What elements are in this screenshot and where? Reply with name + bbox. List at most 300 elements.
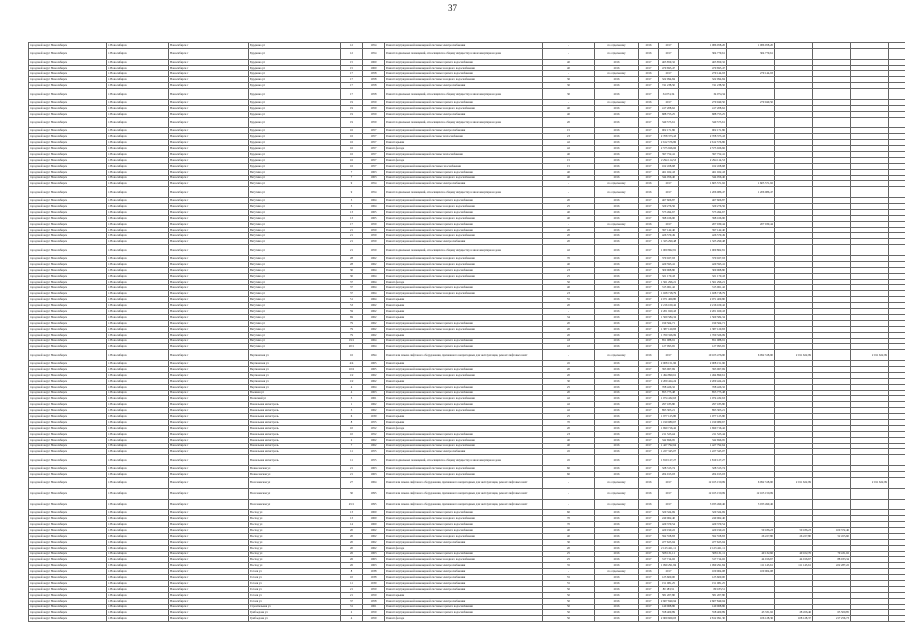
- table-cell: г. Новосибирск: [107, 551, 169, 557]
- table-cell: 2016: [595, 332, 639, 338]
- table-cell: 2016: [595, 361, 639, 367]
- table-cell: 37: [341, 598, 363, 604]
- page-number: 37: [448, 3, 457, 13]
- table-cell: 558 400,89: [659, 610, 679, 616]
- table-cell: городской округ Новосибирск: [29, 361, 107, 367]
- table-cell: Ватутина ул: [249, 181, 341, 187]
- table-cell: Новосибирск г: [169, 215, 249, 221]
- table-cell: 768 426,32: [659, 384, 679, 390]
- table-cell: 2016: [595, 227, 639, 233]
- table-cell: 45: [543, 455, 595, 466]
- table-cell: 20: [543, 239, 595, 245]
- table-cell: 1 387 120,83: [659, 326, 679, 332]
- table-cell: 1962: [363, 378, 385, 384]
- table-cell: 2 909 609,03: [659, 616, 679, 622]
- table-cell: 2017: [659, 71, 679, 77]
- table-cell: 2017: [639, 516, 659, 522]
- table-cell: 2017: [639, 175, 659, 181]
- table-cell: г. Новосибирск: [107, 65, 169, 71]
- table-cell: 125 600,00: [659, 575, 679, 581]
- table-cell: 249 962,40: [659, 516, 679, 522]
- table-cell: 2 607 849,94: [659, 598, 679, 604]
- table-cell: по отдельному: [595, 48, 639, 59]
- table-cell: 162 458,68: [679, 163, 727, 169]
- table-cell: 20: [543, 332, 595, 338]
- table-cell: Бурденко ул: [249, 117, 341, 128]
- table-cell: 2016: [595, 466, 639, 472]
- table-cell: 1958: [363, 71, 385, 77]
- table-cell: 1 099 291,84: [659, 563, 679, 569]
- table-cell: Ватутина ул: [249, 279, 341, 285]
- table-cell: 508 131,11: [659, 551, 679, 557]
- table-cell: 17: [341, 89, 363, 100]
- table-cell: городской округ Новосибирск: [29, 221, 107, 227]
- table-cell: 30: [543, 77, 595, 83]
- table-cell: 2017: [659, 187, 679, 198]
- table-cell: [775, 488, 813, 499]
- table-cell: 2017: [659, 99, 679, 105]
- table-cell: Новосибирск г: [169, 522, 249, 528]
- table-cell: Бурденко ул: [249, 89, 341, 100]
- table-cell: 70: [543, 256, 595, 262]
- table-cell: -: [543, 309, 595, 315]
- table-cell: городской округ Новосибирск: [29, 344, 107, 350]
- table-cell: 2016: [639, 71, 659, 77]
- table-cell: 2 294 114,53: [659, 157, 679, 163]
- table-cell: 80 183,51: [659, 586, 679, 592]
- table-cell: 21: [341, 233, 363, 239]
- table-cell: 207 939,44: [679, 221, 727, 227]
- table-cell: Новосибирск г: [169, 378, 249, 384]
- table-cell: Гоголя ул: [249, 580, 341, 586]
- table-cell: г. Новосибирск: [107, 499, 169, 510]
- table-cell: 320 324,69: [659, 510, 679, 516]
- table-cell: Новосибирск г: [169, 592, 249, 598]
- table-cell: Ватутина ул: [249, 169, 341, 175]
- table-cell: 249 962,40: [679, 516, 727, 522]
- table-cell: Ремонт крыши: [385, 303, 543, 309]
- table-cell: Новосибирск г: [169, 598, 249, 604]
- table-cell: 2017: [639, 59, 659, 65]
- table-cell: Новосибирск г: [169, 314, 249, 320]
- table-cell: Ватутина ул: [249, 314, 341, 320]
- table-cell: 60: [543, 472, 595, 478]
- table-cell: по отдельному: [595, 187, 639, 198]
- table-cell: 12 165 159,99: [679, 477, 727, 488]
- table-cell: Ремонт внутридомовой инженерной системы электроснабжения: [385, 449, 543, 455]
- table-cell: 2 216 109,42: [659, 303, 679, 309]
- table-cell: Ремонт внутридомовой инженерной системы электроснабжения: [385, 598, 543, 604]
- table-cell: 20: [543, 326, 595, 332]
- table-cell: Вокзальная магистраль: [249, 443, 341, 449]
- table-cell: 17: [341, 83, 363, 89]
- table-cell: 420 593,41: [659, 261, 679, 267]
- table-cell: 592 558,83: [659, 533, 679, 539]
- table-cell: Вознесенская ул: [249, 466, 341, 472]
- table-cell: городской округ Новосибирск: [29, 157, 107, 163]
- table-cell: 2017: [639, 267, 659, 273]
- table-cell: городской округ Новосибирск: [29, 402, 107, 408]
- table-cell: 1964: [363, 204, 385, 210]
- table-cell: 40 132,66: [727, 551, 775, 557]
- table-cell: 2016: [595, 297, 639, 303]
- table-cell: г. Новосибирск: [107, 604, 169, 610]
- table-cell: г. Новосибирск: [107, 221, 169, 227]
- table-cell: 2017: [659, 569, 679, 575]
- table-cell: 207 939,44: [727, 221, 775, 227]
- table-cell: г. Новосибирск: [107, 83, 169, 89]
- table-cell: 2 607 849,94: [679, 598, 727, 604]
- table-cell: 50: [543, 592, 595, 598]
- table-cell: 2017: [659, 43, 679, 49]
- table-cell: 1962: [363, 320, 385, 326]
- table-cell: Новосибирск г: [169, 175, 249, 181]
- table-cell: 2017: [639, 563, 659, 569]
- table-cell: городской округ Новосибирск: [29, 43, 107, 49]
- table-cell: 2016: [639, 499, 659, 510]
- table-cell: по отдельному: [595, 221, 639, 227]
- table-cell: 25: [543, 551, 595, 557]
- table-cell: городской округ Новосибирск: [29, 378, 107, 384]
- table-cell: Восход ул: [249, 527, 341, 533]
- table-cell: 10/2: [341, 366, 363, 372]
- table-cell: [889, 89, 905, 100]
- table-cell: Новосибирск г: [169, 261, 249, 267]
- table-cell: 1957: [363, 146, 385, 152]
- table-cell: 1958: [363, 83, 385, 89]
- table-cell: г. Новосибирск: [107, 204, 169, 210]
- table-cell: 2016: [595, 151, 639, 157]
- table-cell: [889, 48, 905, 59]
- table-cell: г. Новосибирск: [107, 350, 169, 361]
- table-cell: Бурденко ул: [249, 111, 341, 117]
- table-cell: 13: [341, 209, 363, 215]
- table-cell: 1957: [363, 163, 385, 169]
- table-cell: Новосибирск г: [169, 187, 249, 198]
- table-cell: городской округ Новосибирск: [29, 610, 107, 616]
- table-cell: -: [543, 187, 595, 198]
- table-cell: 2: [341, 610, 363, 616]
- table-cell: [775, 117, 813, 128]
- table-cell: г. Новосибирск: [107, 408, 169, 414]
- table-cell: Новосибирск г: [169, 163, 249, 169]
- table-cell: Новосибирск г: [169, 89, 249, 100]
- table-cell: 2016: [595, 261, 639, 267]
- table-cell: Ватутина ул: [249, 221, 341, 227]
- table-cell: 151 981,25: [659, 580, 679, 586]
- table-cell: 317 714,02: [679, 557, 727, 563]
- table-cell: 1965: [363, 209, 385, 215]
- table-cell: 2 201 920,43: [679, 309, 727, 315]
- table-cell: Новосибирск г: [169, 204, 249, 210]
- table-cell: Новосибирск г: [169, 117, 249, 128]
- table-cell: Новосибирск г: [169, 326, 249, 332]
- table-cell: 1939: [363, 580, 385, 586]
- table-cell: 70: [543, 516, 595, 522]
- table-cell: Ватутина ул: [249, 233, 341, 239]
- table-cell: 2017: [639, 598, 659, 604]
- table-cell: 23: [543, 291, 595, 297]
- table-cell: Новосибирск г: [169, 396, 249, 402]
- table-cell: 2016: [595, 320, 639, 326]
- table-cell: 4: [341, 616, 363, 622]
- table-cell: Ремонт внутридомовой инженерной системы электроснабжения: [385, 43, 543, 49]
- table-cell: 25: [543, 273, 595, 279]
- table-cell: 40 102,76: [775, 551, 813, 557]
- table-cell: Ремонт внутридомовой инженерной системы холодного водоснабжения: [385, 472, 543, 478]
- table-cell: 19/1: [341, 338, 363, 344]
- table-cell: 398 166,90: [659, 215, 679, 221]
- table-cell: 420 190,22: [679, 527, 727, 533]
- table-cell: 461 022,43: [659, 169, 679, 175]
- table-cell: Новосибирск г: [169, 157, 249, 163]
- table-cell: 1962: [363, 527, 385, 533]
- table-cell: городской округ Новосибирск: [29, 175, 107, 181]
- table-cell: Ватутина ул: [249, 273, 341, 279]
- table-cell: 52 455,60: [813, 533, 851, 539]
- table-cell: Ремонт внутридомовой инженерной системы горячего водоснабжения: [385, 390, 543, 396]
- table-cell: Бурденко ул: [249, 43, 341, 49]
- table-cell: Новосибирск г: [169, 472, 249, 478]
- table-cell: Новосибирск г: [169, 408, 249, 414]
- table-cell: 10 103 476,90: [679, 350, 727, 361]
- table-cell: 20: [543, 198, 595, 204]
- table-cell: 2017: [659, 48, 679, 59]
- table-cell: 2017: [639, 344, 659, 350]
- table-cell: по отдельному: [595, 99, 639, 105]
- table-cell: 2016: [595, 604, 639, 610]
- table-cell: 1995: [363, 499, 385, 510]
- table-cell: 1 605 571,92: [727, 181, 775, 187]
- table-cell: Гоголя ул: [249, 592, 341, 598]
- table-cell: Вокзальная магистраль: [249, 408, 341, 414]
- table-cell: 21: [341, 466, 363, 472]
- table-cell: Бурденко ул: [249, 140, 341, 146]
- table-cell: Ремонт внутридомовой инженерной системы горячего водоснабжения: [385, 71, 543, 77]
- table-cell: 370 027,93: [679, 256, 727, 262]
- table-cell: 1962: [363, 533, 385, 539]
- table-cell: 467 606,87: [679, 198, 727, 204]
- table-cell: 2017: [639, 256, 659, 262]
- table-cell: 902 171,86: [659, 128, 679, 134]
- table-cell: 893 303,21: [679, 408, 727, 414]
- table-cell: Новосибирск г: [169, 233, 249, 239]
- table-cell: 2016: [595, 592, 639, 598]
- table-cell: [775, 89, 813, 100]
- table-cell: 279 144,93: [679, 71, 727, 77]
- table-cell: 1950: [363, 592, 385, 598]
- table-cell: [813, 89, 851, 100]
- table-cell: 40: [543, 209, 595, 215]
- table-cell: городской округ Новосибирск: [29, 151, 107, 157]
- table-cell: г. Новосибирск: [107, 402, 169, 408]
- table-cell: 15: [543, 157, 595, 163]
- table-cell: Ремонт внутридомовой инженерной системы холодного водоснабжения: [385, 261, 543, 267]
- table-cell: Военная ул: [249, 390, 341, 396]
- table-cell: Восход ул: [249, 516, 341, 522]
- table-cell: Ремонт внутридомовой инженерной системы горячего водоснабжения: [385, 320, 543, 326]
- table-cell: 2 209 424,24: [679, 378, 727, 384]
- table-cell: 2 008 151,96: [659, 361, 679, 367]
- table-cell: 43: [543, 338, 595, 344]
- table-cell: 1 190 080,67: [679, 419, 727, 425]
- table-cell: Новосибирск г: [169, 297, 249, 303]
- table-cell: 125 600,00: [679, 575, 727, 581]
- table-cell: Новосибирск г: [169, 303, 249, 309]
- table-cell: 461 022,43: [679, 169, 727, 175]
- table-cell: 2016: [595, 233, 639, 239]
- table-cell: 2016: [595, 267, 639, 273]
- table-cell: Ремонт крыши: [385, 309, 543, 315]
- table-cell: 393 067,69: [659, 366, 679, 372]
- table-cell: 2016: [595, 77, 639, 83]
- table-cell: 2016: [595, 344, 639, 350]
- table-cell: Новосибирск г: [169, 443, 249, 449]
- table-cell: Ремонт крыши: [385, 297, 543, 303]
- table-cell: 1938: [363, 569, 385, 575]
- table-cell: 315 961,42: [679, 285, 727, 291]
- table-cell: г. Новосибирск: [107, 314, 169, 320]
- table-cell: 15: [543, 128, 595, 134]
- table-cell: городской округ Новосибирск: [29, 140, 107, 146]
- table-cell: городской округ Новосибирск: [29, 516, 107, 522]
- table-cell: г. Новосибирск: [107, 181, 169, 187]
- table-cell: Бурденко ул: [249, 163, 341, 169]
- table-cell: 2017: [639, 466, 659, 472]
- table-cell: 2016: [595, 157, 639, 163]
- table-cell: 1938: [363, 575, 385, 581]
- table-cell: 88 033,34: [813, 557, 851, 563]
- table-cell: 1963: [363, 472, 385, 478]
- table-cell: [889, 245, 905, 256]
- table-cell: Новосибирск г: [169, 65, 249, 71]
- table-cell: городской округ Новосибирск: [29, 557, 107, 563]
- table-cell: -: [543, 569, 595, 575]
- table-cell: 1959: [363, 111, 385, 117]
- table-cell: 2016: [595, 425, 639, 431]
- table-cell: Ремонт крыши: [385, 332, 543, 338]
- table-cell: 1 028 718,79: [679, 291, 727, 297]
- table-cell: Ремонт внутридомовой инженерной системы холодного водоснабжения: [385, 557, 543, 563]
- table-body: [29, 43, 905, 622]
- table-cell: 100 372,46: [813, 527, 851, 533]
- table-cell: 2017: [639, 338, 659, 344]
- table-cell: Ватутина ул: [249, 227, 341, 233]
- table-cell: Бурденко ул: [249, 59, 341, 65]
- table-cell: Новосибирск г: [169, 111, 249, 117]
- table-cell: 2016: [639, 43, 659, 49]
- table-cell: 2016: [595, 279, 639, 285]
- table-cell: 211 523,44: [679, 431, 727, 437]
- table-cell: 217 256,73: [813, 616, 851, 622]
- table-cell: 6 092 318,90: [727, 350, 775, 361]
- table-cell: 398 166,90: [679, 215, 727, 221]
- table-cell: 2016: [595, 472, 639, 478]
- table-cell: городской округ Новосибирск: [29, 563, 107, 569]
- table-cell: [851, 48, 889, 59]
- table-cell: 2016: [639, 221, 659, 227]
- table-cell: 1959: [363, 99, 385, 105]
- table-cell: городской округ Новосибирск: [29, 309, 107, 315]
- table-cell: Новосибирск г: [169, 384, 249, 390]
- table-cell: 1952: [363, 431, 385, 437]
- table-cell: 2016: [595, 522, 639, 528]
- table-cell: 1 086 958,20: [679, 43, 727, 49]
- table-cell: 2017: [659, 350, 679, 361]
- table-cell: 2017: [639, 261, 659, 267]
- table-cell: Ватутина ул: [249, 344, 341, 350]
- table-cell: 2016: [595, 105, 639, 111]
- table-cell: [813, 187, 851, 198]
- table-row: [29, 48, 905, 59]
- table-cell: городской округ Новосибирск: [29, 215, 107, 221]
- table-cell: городской округ Новосибирск: [29, 320, 107, 326]
- table-cell: Строительная ул: [249, 604, 341, 610]
- table-cell: 1962: [363, 261, 385, 267]
- table-cell: 42: [543, 402, 595, 408]
- table-cell: 1962: [363, 408, 385, 414]
- table-cell: Вокзальная магистраль: [249, 437, 341, 443]
- table-cell: 1/2: [341, 378, 363, 384]
- table-cell: Новосибирск г: [169, 425, 249, 431]
- table-cell: г. Новосибирск: [107, 539, 169, 545]
- table-cell: 1960: [363, 522, 385, 528]
- table-cell: г. Новосибирск: [107, 586, 169, 592]
- table-cell: 20: [543, 390, 595, 396]
- table-cell: 270 949,50: [679, 99, 727, 105]
- table-cell: Ремонт внутридомовой инженерной системы холодного водоснабжения: [385, 256, 543, 262]
- table-cell: 50: [543, 586, 595, 592]
- table-cell: Бурденко ул: [249, 128, 341, 134]
- table-cell: 2 011 622,99: [775, 350, 813, 361]
- table-cell: г. Новосибирск: [107, 198, 169, 204]
- table-cell: [889, 488, 905, 499]
- table-cell: 17: [341, 71, 363, 77]
- table-cell: 573 494,67: [679, 209, 727, 215]
- table-cell: 1959: [363, 227, 385, 233]
- table-cell: 344 056,40: [659, 175, 679, 181]
- table-cell: городской округ Новосибирск: [29, 569, 107, 575]
- table-cell: [851, 499, 889, 510]
- table-cell: г. Новосибирск: [107, 332, 169, 338]
- table-cell: Ремонт внутридомовой инженерной системы горячего водоснабжения: [385, 402, 543, 408]
- table-cell: Новосибирск г: [169, 510, 249, 516]
- table-cell: 2016: [595, 175, 639, 181]
- table-cell: Ватутина ул: [249, 338, 341, 344]
- table-cell: [775, 48, 813, 59]
- table-cell: Ремонт внутридомовой инженерной системы холодного водоснабжения: [385, 204, 543, 210]
- table-cell: Грибоедова ул: [249, 616, 341, 622]
- table-cell: 28: [341, 256, 363, 262]
- table-cell: г. Новосибирск: [107, 419, 169, 425]
- table-cell: 902 171,86: [679, 128, 727, 134]
- table-cell: 1 028 718,79: [659, 291, 679, 297]
- table-cell: 1954: [363, 181, 385, 187]
- table-cell: 893 303,21: [659, 408, 679, 414]
- table-cell: 2016: [639, 350, 659, 361]
- table-cell: [851, 488, 889, 499]
- table-cell: 344 056,40: [679, 175, 727, 181]
- table-cell: -: [543, 99, 595, 105]
- table-cell: 20: [543, 117, 595, 128]
- table-cell: 1962: [363, 256, 385, 262]
- table-cell: 59: [341, 309, 363, 315]
- table-cell: городской округ Новосибирск: [29, 227, 107, 233]
- table-cell: 20: [543, 227, 595, 233]
- table-cell: 2016: [595, 575, 639, 581]
- table-cell: 13: [341, 516, 363, 522]
- table-cell: 2016: [595, 563, 639, 569]
